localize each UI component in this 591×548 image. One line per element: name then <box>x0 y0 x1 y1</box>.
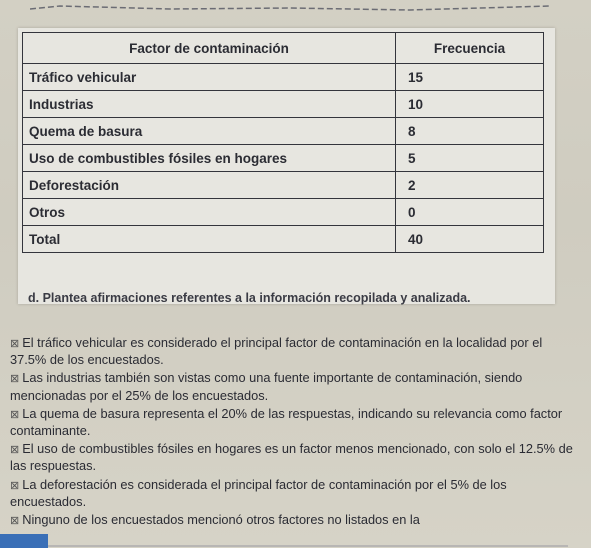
table-row <box>23 172 544 199</box>
statement-item <box>10 512 575 529</box>
checkbox-bullet-icon: ⊠ <box>10 338 20 350</box>
task-caption: d. Plantea afirmaciones referentes a la información recopilada y analizada. <box>28 291 471 305</box>
table-row <box>23 118 544 145</box>
factor-cell: Quema de basura <box>23 118 396 145</box>
statement-item <box>10 335 575 367</box>
factor-cell: Deforestación <box>23 172 396 199</box>
statement-item <box>10 441 575 473</box>
table-total-row <box>23 226 544 253</box>
checkbox-bullet-icon: ⊠ <box>10 479 20 492</box>
frequency-cell: 5 <box>396 145 544 172</box>
statement-item <box>10 477 575 509</box>
factor-cell: Uso de combustibles fósiles en hogares <box>23 145 396 172</box>
factor-cell: Industrias <box>23 91 396 118</box>
checkbox-bullet-icon: ⊠ <box>10 515 20 528</box>
blue-edge-strip <box>0 534 48 548</box>
bottom-edge-line <box>48 536 568 548</box>
checkbox-bullet-icon: ⊠ <box>10 408 20 421</box>
table-row <box>23 145 544 172</box>
frequency-cell: 15 <box>396 64 544 91</box>
frequency-cell: 2 <box>396 172 544 199</box>
checkbox-bullet-icon: ⊠ <box>10 444 20 457</box>
statement-text: El tráfico vehicular es considerado el principal factor de contaminación en la localidad por el 37.5% de los encuestados. <box>10 335 543 368</box>
statement-text: La quema de basura representa el 20% de las respuestas, indicando su relevancia como factor contaminante. <box>10 405 563 439</box>
statement-text: Las industrias también son vistas como una fuente importante de contaminación, siendo mencionadas por el 25% de los encuestados. <box>10 370 523 403</box>
statement-item <box>10 370 575 402</box>
table-header-row <box>23 33 544 64</box>
pollution-factors-table <box>22 32 544 253</box>
total-value-cell: 40 <box>396 226 544 253</box>
frequency-cell: 0 <box>396 199 544 226</box>
statement-text: La deforestación es considerada el principal factor de contaminación por el 5% de los encuestados. <box>10 476 507 509</box>
frequency-cell: 8 <box>396 118 544 145</box>
data-table-panel <box>18 28 555 304</box>
table-row <box>23 64 544 91</box>
header-factor: Factor de contaminación <box>23 33 396 64</box>
factor-cell: Tráfico vehicular <box>23 64 396 91</box>
checkbox-bullet-icon: ⊠ <box>10 373 20 386</box>
frequency-cell: 10 <box>396 91 544 118</box>
statement-text: Ninguno de los encuestados mencionó otros factores no listados en la <box>22 512 420 528</box>
table-row <box>23 91 544 118</box>
header-frequency: Frecuencia <box>396 33 544 64</box>
table-row <box>23 199 544 226</box>
top-pen-marks <box>30 0 570 14</box>
statement-item <box>10 406 575 438</box>
statements-list <box>10 335 575 532</box>
factor-cell: Otros <box>23 199 396 226</box>
total-label-cell: Total <box>23 226 396 253</box>
statement-text: El uso de combustibles fósiles en hogares es un factor menos mencionado, con solo el 12.5% de las respuestas. <box>10 441 573 474</box>
